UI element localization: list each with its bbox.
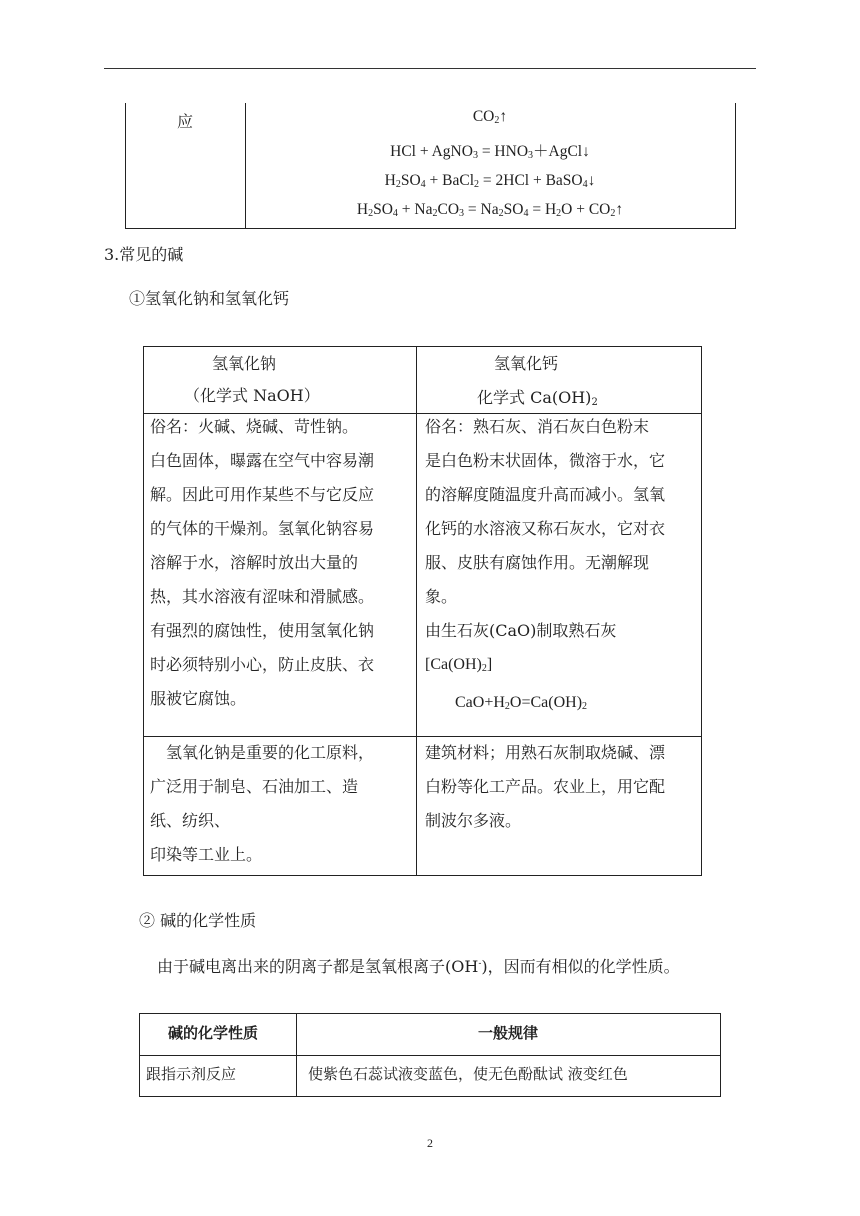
text-line: $[Ca(OH)_2]$ <box>425 656 493 674</box>
text-line: 溶解于水，溶解时放出大量的 <box>150 553 359 572</box>
text-line: 是白色粉末状固体，微溶于水，它 <box>425 451 666 470</box>
left-cell-text: 应 <box>176 112 193 131</box>
table-border <box>125 228 736 229</box>
text-line: 广泛用于制皂、石油加工、造 <box>150 777 359 796</box>
header-rule <box>104 68 756 69</box>
equation-hcl-agno3: HCl + AgNO$_3$ = $HNO_3+AgCl↓$ <box>390 143 590 161</box>
subsection-heading: ①氢氧化钠和氢氧化钙 <box>129 289 290 308</box>
text-line: 建筑材料；用熟石灰制取烧碱、漂 <box>425 743 666 762</box>
text-line: 服被它腐蚀。 <box>150 689 247 708</box>
text-line: 有强烈的腐蚀性，使用氢氧化钠 <box>150 621 375 640</box>
text-line: 的气体的干燥剂。氢氧化钠容易 <box>150 519 375 538</box>
text-line: 化钙的水溶液又称石灰水，它对衣 <box>425 519 666 538</box>
base-properties-table <box>139 1013 721 1097</box>
text-line: 白粉等化工产品。农业上，用它配 <box>425 777 666 796</box>
text-line: 象。 <box>425 587 458 606</box>
text-line: 制波尔多液。 <box>425 811 522 830</box>
caoh-title: 氢氧化钙 <box>494 354 559 373</box>
naoh-title: 氢氧化钠 <box>212 354 277 373</box>
equation-co2: $CO_2↑$ <box>472 108 508 126</box>
naoh-caoh-table <box>143 346 702 876</box>
text-line: 印染等工业上。 <box>150 845 263 864</box>
caoh-uses <box>425 736 665 838</box>
naoh-formula: （化学式 NaOH） <box>184 386 320 405</box>
text-line: 俗名：火碱、烧碱、苛性钠。 <box>150 417 359 436</box>
reaction-line: $CaO+H_2O=Ca(OH)_2$ <box>455 694 588 712</box>
caoh-properties <box>425 410 665 724</box>
table-cell: 跟指示剂反应 <box>146 1065 237 1083</box>
text-line: 热，其水溶液有涩味和滑腻感。 <box>150 587 375 606</box>
table-border <box>735 103 736 229</box>
page-number: 2 <box>427 1136 433 1150</box>
intro-paragraph: 由于碱电离出来的阴离子都是氢氧根离子(OH-)，因而有相似的化学性质。 <box>157 957 680 976</box>
naoh-uses <box>150 736 374 872</box>
text-line: 纸、纺织、 <box>150 811 231 830</box>
table-header: 一般规律 <box>477 1024 538 1042</box>
text-line: 氢氧化钠是重要的化工原料， <box>150 743 375 762</box>
text-line: 白色固体，曝露在空气中容易潮 <box>150 451 375 470</box>
text-line: 解。因此可用作某些不与它反应 <box>150 485 375 504</box>
text-line: 的溶解度随温度升高而减小。氢氧 <box>425 485 666 504</box>
text-line: 服、皮肤有腐蚀作用。无潮解现 <box>425 553 650 572</box>
text-line: 俗名：熟石灰、消石灰白色粉末 <box>425 417 650 436</box>
table-cell: 使紫色石蕊试液变蓝色，使无色酚酞试 液变红色 <box>308 1065 628 1083</box>
table-border <box>416 347 417 875</box>
equation-h2so4-bacl2: $H_2SO_4$ + BaCl$_2$ = 2HCl + BaSO$_4$↓ <box>384 172 596 190</box>
subsection-heading: ② 碱的化学性质 <box>139 911 257 930</box>
text-line: 时必须特别小心，防止皮肤、衣 <box>150 655 375 674</box>
reaction-table <box>125 103 735 229</box>
caoh-formula: 化学式 $Ca(OH)_2$ <box>477 388 598 408</box>
equation-h2so4-na2co3: $H_2SO_4 + Na_2CO_3 = Na_2SO_4 = H_2O$ + $CO_2↑$ <box>356 201 624 219</box>
naoh-properties <box>150 410 374 716</box>
section-heading: 3.常见的碱 <box>104 245 184 264</box>
text-line: 由生石灰(CaO)制取熟石灰 <box>425 621 617 640</box>
table-border <box>140 1055 720 1056</box>
table-header: 碱的化学性质 <box>168 1024 259 1042</box>
